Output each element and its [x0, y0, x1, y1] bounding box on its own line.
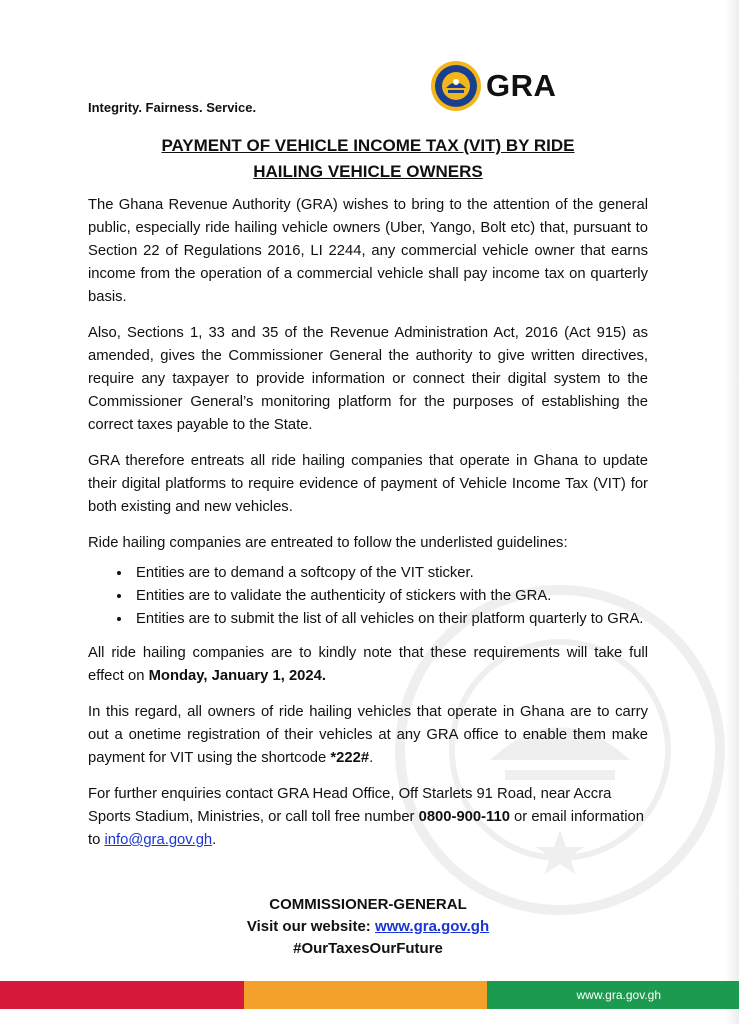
signatory-office: COMMISSIONER-GENERAL — [269, 896, 467, 913]
paragraph-7-end: . — [212, 832, 217, 848]
list-item: • Entities are to validate the authenticity of stickers with the GRA. — [132, 585, 648, 608]
guidelines-list — [88, 562, 648, 631]
paragraph-5 — [88, 642, 648, 688]
email-link[interactable]: info@gra.gov.gh — [104, 832, 213, 848]
effective-date: Monday, January 1, 2024. — [148, 668, 326, 684]
footer-url[interactable]: www.gra.gov.gh — [576, 988, 661, 1002]
paragraph-6-text: In this regard, all owners of ride hailing vehicles that operate in Ghana are to carry out a onetime registration of their vehicles at any GRA office to enable them make payment for VIT using the shortcode — [88, 704, 648, 766]
gra-logo — [430, 60, 556, 112]
paragraph-7-text: For further enquiries contact GRA Head Office, Off Starlets 91 Road, near Accra Sports Stadium, Ministries, or call toll free number — [88, 786, 612, 825]
paragraph-6 — [88, 701, 648, 770]
paragraph-6-end: . — [369, 750, 374, 766]
document-title — [88, 133, 648, 185]
document-body — [88, 194, 648, 865]
signature-block — [88, 894, 648, 960]
gra-seal-icon — [430, 60, 482, 112]
paragraph-7-mid: or email information to — [88, 809, 644, 848]
paragraph-1: The Ghana Revenue Authority (GRA) wishes to bring to the attention of the general public, especially ride hailing vehicle owners (Uber, Yango, Bolt etc) that, pursuant to Section 22 of Regulations 2016, LI 2244, any commercial vehicle owner that earns income from the operation of a commercial vehicle shall pay income tax on quarterly basis. — [88, 197, 648, 305]
footer-color-bar — [0, 981, 739, 1009]
logo-text: GRA — [486, 68, 557, 103]
website-line — [88, 916, 648, 938]
paragraph-3: GRA therefore entreats all ride hailing companies that operate in Ghana to update their digital platforms to require evidence of payment of Vehicle Income Tax (VIT) for both existing and new vehicles. — [88, 453, 648, 515]
paragraph-4: Ride hailing companies are entreated to follow the underlisted guidelines: — [88, 535, 568, 551]
footer-bar-green — [487, 981, 739, 1009]
title-line-1: PAYMENT OF VEHICLE INCOME TAX (VIT) BY RIDE — [161, 136, 575, 155]
tagline: Integrity. Fairness. Service. — [88, 100, 257, 115]
footer-bar-red — [0, 981, 244, 1009]
list-item: • Entities are to demand a softcopy of the VIT sticker. — [132, 562, 648, 585]
page-edge-shadow — [725, 0, 739, 1024]
website-link[interactable]: www.gra.gov.gh — [374, 918, 490, 935]
list-item: • Entities are to submit the list of all vehicles on their platform quarterly to GRA. — [132, 608, 648, 631]
paragraph-7 — [88, 783, 648, 852]
shortcode: *222# — [330, 750, 370, 766]
footer-bar-orange — [244, 981, 487, 1009]
paragraph-2: Also, Sections 1, 33 and 35 of the Revenue Administration Act, 2016 (Act 915) as amended, gives the Commissioner General the authority to give written directives, require any taxpayer to provide information or connect their digital system to the Commissioner General’s monitoring platform for the purposes of establishing the correct taxes payable to the State. — [88, 325, 648, 433]
title-line-2: HAILING VEHICLE OWNERS — [253, 162, 483, 181]
website-label: Visit our website: — [246, 918, 375, 935]
paragraph-5-text: All ride hailing companies are to kindly note that these requirements will take full effect on — [88, 645, 648, 684]
hashtag: #OurTaxesOurFuture — [293, 940, 443, 957]
toll-free-number: 0800-900-110 — [418, 809, 510, 825]
